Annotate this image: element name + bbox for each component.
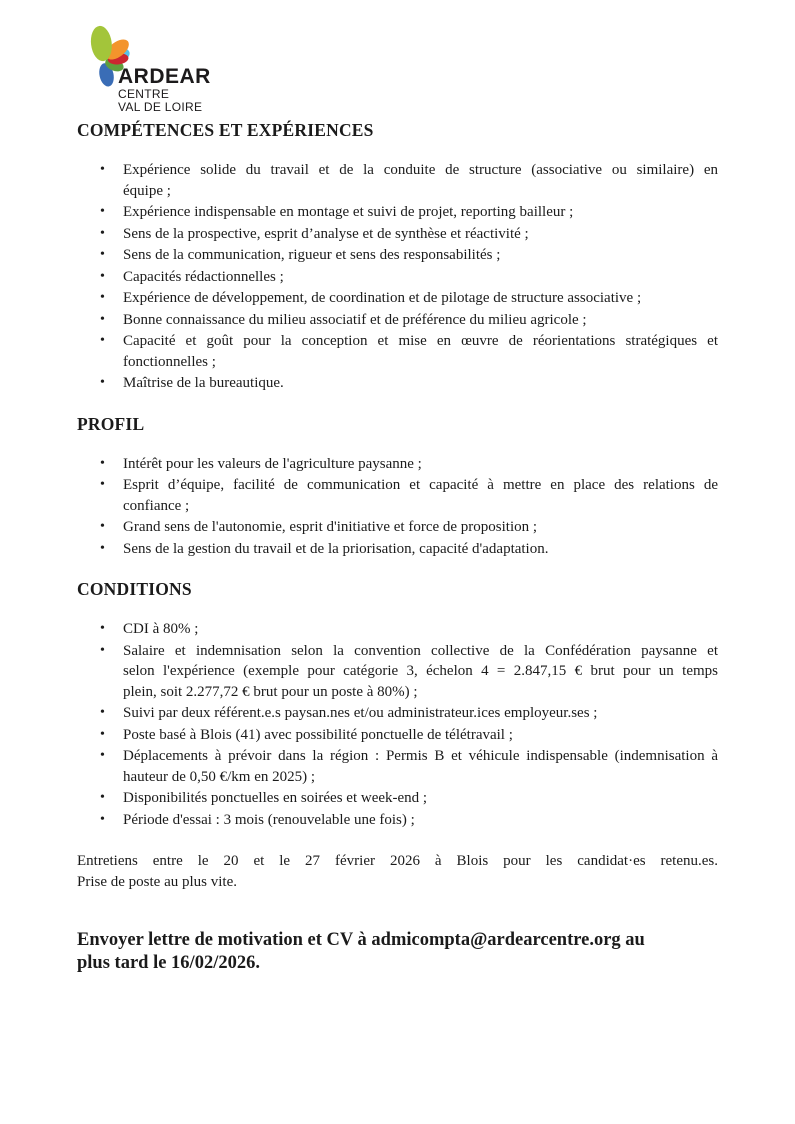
- bullet-icon: •: [100, 333, 105, 348]
- bullet-icon: •: [100, 790, 105, 805]
- list-item: [100, 725, 718, 746]
- text-line: selon l'expérience (exemple pour catégorie 3, échelon 4 = 2.847,15 € brut pour un temps: [123, 663, 718, 679]
- text-line: Suivi par deux référent.e.s paysan.nes et/ou administrateur.ices employeur.ses ;: [123, 705, 598, 721]
- text-line: Grand sens de l'autonomie, esprit d'initiative et force de proposition ;: [123, 519, 538, 535]
- list-item-text: [123, 245, 718, 266]
- text-line: Période d'essai : 3 mois (renouvelable une fois) ;: [123, 811, 415, 828]
- ardear-logo: [68, 22, 288, 118]
- list-item: [100, 224, 718, 245]
- closing-paragraph: [77, 851, 718, 893]
- list-item: [100, 160, 718, 201]
- logo-region-line1: CENTRE: [118, 87, 170, 101]
- bullet-icon: •: [100, 642, 105, 658]
- list-item-text: [123, 517, 718, 538]
- text-line: Intérêt pour les valeurs de l'agriculture paysanne ;: [123, 455, 422, 472]
- list-item-text: [123, 160, 718, 201]
- list-item: [100, 310, 718, 331]
- text-line: Sens de la gestion du travail et de la priorisation, capacité d'adaptation.: [123, 540, 549, 557]
- section-title: PROFIL: [77, 413, 145, 434]
- bullet-icon: •: [100, 748, 105, 763]
- text-line: Prise de poste au plus vite.: [77, 874, 237, 890]
- bullet-icon: •: [100, 268, 105, 284]
- text-line: Maîtrise de la bureautique.: [123, 375, 284, 391]
- list-item-text: [123, 475, 718, 516]
- bullet-icon: •: [100, 540, 105, 556]
- list-item-text: [123, 810, 718, 831]
- conditions-bullet-list: [77, 619, 718, 830]
- list-item-text: [123, 288, 718, 309]
- bullet-icon: •: [100, 162, 105, 177]
- text-line: Capacités rédactionnelles ;: [123, 268, 284, 285]
- bullet-icon: •: [100, 705, 105, 720]
- text-line: confiance ;: [123, 497, 190, 514]
- list-item: [100, 810, 718, 831]
- text-line: Salaire et indemnisation selon la convention collective de la Confédération paysanne et: [123, 642, 718, 659]
- competences-bullet-list: [77, 160, 718, 394]
- list-item: [100, 245, 718, 266]
- text-line: Entretiens entre le 20 et le 27 février 2026 à Blois pour les candidat·es retenu.es.: [77, 853, 718, 869]
- section-title: COMPÉTENCES ET EXPÉRIENCES: [77, 120, 374, 140]
- list-item-text: [123, 202, 718, 223]
- bullet-icon: •: [100, 621, 105, 636]
- profil-bullet-list: [77, 454, 718, 560]
- list-item: [100, 475, 718, 516]
- list-item-text: [123, 746, 718, 787]
- text-line: Envoyer lettre de motivation et CV à admicompta@ardearcentre.org au: [77, 930, 645, 950]
- text-line: équipe ;: [123, 182, 171, 199]
- list-item-text: [123, 788, 718, 809]
- bullet-icon: •: [100, 375, 105, 390]
- text-line: Déplacements à prévoir dans la région : Permis B et véhicule indispensable (indemnisation à: [123, 748, 718, 764]
- list-item-text: [123, 725, 718, 746]
- list-item: [100, 267, 718, 288]
- text-line: Esprit d’équipe, facilité de communication et capacité à mettre en place des relations de: [123, 477, 718, 493]
- bullet-icon: •: [100, 247, 105, 262]
- list-item-text: [123, 703, 718, 724]
- text-line: hauteur de 0,50 €/km en 2025) ;: [123, 768, 316, 785]
- application-instructions: [77, 929, 718, 975]
- bullet-icon: •: [100, 455, 105, 471]
- list-item-text: [123, 331, 718, 372]
- list-item-text: [123, 267, 718, 288]
- list-item-text: [123, 224, 718, 245]
- section-competences-et-experiences: [77, 119, 718, 394]
- bullet-icon: •: [100, 726, 105, 742]
- bullet-icon: •: [100, 811, 105, 827]
- document-body: [77, 119, 718, 975]
- list-item: [100, 788, 718, 809]
- list-item: [100, 517, 718, 538]
- bullet-icon: •: [100, 290, 105, 305]
- list-item-text: [123, 539, 718, 560]
- section-title: CONDITIONS: [77, 579, 192, 599]
- text-line: Sens de la communication, rigueur et sens des responsabilités ;: [123, 247, 501, 263]
- list-item-text: [123, 454, 718, 475]
- bullet-icon: •: [100, 519, 105, 534]
- text-line: Bonne connaissance du milieu associatif et de préférence du milieu agricole ;: [123, 311, 587, 328]
- text-line: Poste basé à Blois (41) avec possibilité ponctuelle de télétravail ;: [123, 726, 513, 743]
- text-line: Disponibilités ponctuelles en soirées et week-end ;: [123, 790, 428, 806]
- bullet-icon: •: [100, 225, 105, 241]
- text-line: Sens de la prospective, esprit d’analyse et de synthèse et réactivité ;: [123, 225, 529, 242]
- list-item: [100, 288, 718, 309]
- bullet-icon: •: [100, 204, 105, 219]
- logo-wordmark: [118, 66, 211, 113]
- logo-region-line2: VAL DE LOIRE: [118, 99, 203, 114]
- section-profil: [77, 413, 718, 560]
- section-conditions: [77, 578, 718, 830]
- list-item: [100, 454, 718, 475]
- text-line: Expérience de développement, de coordination et de pilotage de structure associative ;: [123, 290, 642, 306]
- list-item: [100, 619, 718, 640]
- list-item: [100, 373, 718, 394]
- list-item: [100, 539, 718, 560]
- list-item-text: [123, 373, 718, 394]
- list-item-text: [123, 619, 718, 640]
- text-line: Capacité et goût pour la conception et mise en œuvre de réorientations stratégiques et: [123, 333, 718, 349]
- logo-org-name: ARDEAR: [118, 65, 211, 88]
- text-line: fonctionnelles ;: [123, 353, 216, 370]
- list-item-text: [123, 641, 718, 703]
- text-line: plein, soit 2.277,72 € brut pour un poste à 80%) ;: [123, 683, 418, 700]
- text-line: plus tard le 16/02/2026.: [77, 953, 260, 973]
- list-item: [100, 202, 718, 223]
- list-item-text: [123, 310, 718, 331]
- list-item: [100, 703, 718, 724]
- list-item: [100, 641, 718, 703]
- text-line: CDI à 80% ;: [123, 621, 199, 637]
- bullet-icon: •: [100, 311, 105, 327]
- list-item: [100, 746, 718, 787]
- text-line: Expérience indispensable en montage et suivi de projet, reporting bailleur ;: [123, 204, 574, 220]
- bullet-icon: •: [100, 477, 105, 492]
- list-item: [100, 331, 718, 372]
- text-line: Expérience solide du travail et de la conduite de structure (associative ou similaire) en: [123, 162, 718, 178]
